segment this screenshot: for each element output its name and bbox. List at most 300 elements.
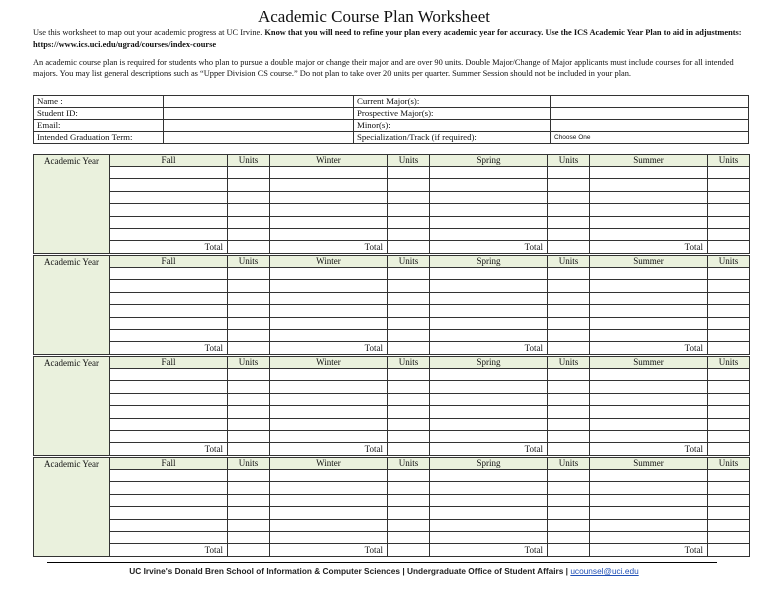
units-cell-spring[interactable] [548, 292, 590, 304]
course-cell-fall[interactable] [110, 494, 228, 506]
units-header: Units [228, 357, 270, 369]
course-cell-fall[interactable] [110, 305, 228, 317]
email-label: Email: [34, 120, 164, 132]
course-cell-summer[interactable] [590, 494, 708, 506]
units-cell-fall[interactable] [228, 268, 270, 280]
units-cell-fall[interactable] [228, 369, 270, 381]
units-cell-spring[interactable] [548, 406, 590, 418]
units-cell-summer[interactable] [708, 268, 750, 280]
course-cell-winter[interactable] [270, 531, 388, 543]
course-cell-summer[interactable] [590, 418, 708, 430]
course-cell-winter[interactable] [270, 406, 388, 418]
course-cell-fall[interactable] [110, 507, 228, 519]
course-cell-winter[interactable] [270, 430, 388, 442]
course-cell-winter[interactable] [270, 268, 388, 280]
graduation-term-label: Intended Graduation Term: [34, 132, 164, 144]
quarter-header-winter: Winter [270, 458, 388, 470]
total-label-fall: Total [110, 443, 228, 455]
units-cell-spring[interactable] [548, 228, 590, 240]
course-cell-fall[interactable] [110, 167, 228, 179]
units-cell-winter[interactable] [388, 494, 430, 506]
units-cell-spring[interactable] [548, 494, 590, 506]
student-id-field[interactable] [164, 108, 354, 120]
quarter-header-summer: Summer [590, 458, 708, 470]
course-row [34, 470, 750, 482]
footer [0, 566, 768, 576]
units-cell-winter[interactable] [388, 482, 430, 494]
academic-year-label: Academic Year [34, 357, 110, 456]
units-cell-summer[interactable] [708, 393, 750, 405]
units-cell-summer[interactable] [708, 204, 750, 216]
course-row [34, 292, 750, 304]
total-units-fall[interactable] [228, 241, 270, 253]
course-cell-spring[interactable] [430, 418, 548, 430]
units-cell-fall[interactable] [228, 280, 270, 292]
units-cell-winter[interactable] [388, 519, 430, 531]
total-units-fall[interactable] [228, 443, 270, 455]
footer-divider [47, 562, 717, 563]
units-cell-summer[interactable] [708, 317, 750, 329]
units-cell-fall[interactable] [228, 216, 270, 228]
course-cell-spring[interactable] [430, 204, 548, 216]
quarter-header-summer: Summer [590, 155, 708, 167]
course-row [34, 507, 750, 519]
total-units-winter[interactable] [388, 241, 430, 253]
course-row [34, 406, 750, 418]
course-cell-summer[interactable] [590, 268, 708, 280]
course-cell-summer[interactable] [590, 204, 708, 216]
course-row [34, 519, 750, 531]
units-cell-fall[interactable] [228, 393, 270, 405]
total-label-summer: Total [590, 544, 708, 556]
footer-email-link[interactable]: ucounsel@uci.edu [570, 566, 639, 576]
course-cell-spring[interactable] [430, 216, 548, 228]
course-cell-winter[interactable] [270, 369, 388, 381]
academic-year-table [33, 457, 750, 557]
academic-year-table [33, 154, 750, 254]
total-row [34, 443, 750, 455]
units-cell-winter[interactable] [388, 531, 430, 543]
course-row [34, 305, 750, 317]
units-cell-fall[interactable] [228, 494, 270, 506]
course-row [34, 191, 750, 203]
course-cell-summer[interactable] [590, 369, 708, 381]
specialization-select[interactable]: Choose One [551, 132, 749, 144]
units-cell-summer[interactable] [708, 292, 750, 304]
units-cell-spring[interactable] [548, 507, 590, 519]
minor-field[interactable] [551, 120, 749, 132]
units-cell-summer[interactable] [708, 531, 750, 543]
total-label-spring: Total [430, 443, 548, 455]
units-cell-summer[interactable] [708, 228, 750, 240]
course-cell-spring[interactable] [430, 406, 548, 418]
units-cell-summer[interactable] [708, 381, 750, 393]
total-units-summer[interactable] [708, 544, 750, 556]
units-cell-winter[interactable] [388, 204, 430, 216]
course-cell-summer[interactable] [590, 482, 708, 494]
units-cell-winter[interactable] [388, 191, 430, 203]
course-cell-spring[interactable] [430, 531, 548, 543]
academic-year-table [33, 255, 750, 355]
units-header: Units [548, 357, 590, 369]
course-cell-spring[interactable] [430, 507, 548, 519]
course-cell-spring[interactable] [430, 430, 548, 442]
units-cell-winter[interactable] [388, 292, 430, 304]
total-units-winter[interactable] [388, 342, 430, 354]
units-cell-fall[interactable] [228, 418, 270, 430]
units-cell-winter[interactable] [388, 228, 430, 240]
total-units-spring[interactable] [548, 241, 590, 253]
course-row [34, 381, 750, 393]
units-header: Units [228, 458, 270, 470]
units-cell-spring[interactable] [548, 167, 590, 179]
course-cell-summer[interactable] [590, 329, 708, 341]
current-major-field[interactable] [551, 96, 749, 108]
total-label-spring: Total [430, 241, 548, 253]
course-cell-winter[interactable] [270, 228, 388, 240]
course-cell-spring[interactable] [430, 280, 548, 292]
course-cell-spring[interactable] [430, 519, 548, 531]
total-row [34, 241, 750, 253]
course-cell-summer[interactable] [590, 519, 708, 531]
course-cell-spring[interactable] [430, 292, 548, 304]
course-cell-fall[interactable] [110, 418, 228, 430]
course-row [34, 418, 750, 430]
course-cell-winter[interactable] [270, 494, 388, 506]
course-cell-summer[interactable] [590, 393, 708, 405]
course-row [34, 329, 750, 341]
course-cell-winter[interactable] [270, 381, 388, 393]
units-cell-fall[interactable] [228, 482, 270, 494]
course-cell-spring[interactable] [430, 494, 548, 506]
units-cell-fall[interactable] [228, 519, 270, 531]
units-cell-spring[interactable] [548, 430, 590, 442]
total-units-summer[interactable] [708, 443, 750, 455]
course-cell-summer[interactable] [590, 317, 708, 329]
units-header: Units [708, 458, 750, 470]
units-header: Units [708, 357, 750, 369]
course-cell-winter[interactable] [270, 204, 388, 216]
course-row [34, 228, 750, 240]
quarter-header-fall: Fall [110, 458, 228, 470]
quarter-header-spring: Spring [430, 256, 548, 268]
page-title: Academic Course Plan Worksheet [257, 7, 490, 26]
units-cell-winter[interactable] [388, 329, 430, 341]
units-cell-winter[interactable] [388, 381, 430, 393]
units-cell-summer[interactable] [708, 507, 750, 519]
units-cell-spring[interactable] [548, 418, 590, 430]
total-label-winter: Total [270, 342, 388, 354]
course-cell-winter[interactable] [270, 482, 388, 494]
name-field[interactable] [164, 96, 354, 108]
course-cell-spring[interactable] [430, 393, 548, 405]
units-cell-spring[interactable] [548, 381, 590, 393]
course-cell-winter[interactable] [270, 292, 388, 304]
units-cell-summer[interactable] [708, 280, 750, 292]
course-cell-spring[interactable] [430, 470, 548, 482]
total-units-fall[interactable] [228, 342, 270, 354]
units-cell-spring[interactable] [548, 280, 590, 292]
course-cell-fall[interactable] [110, 406, 228, 418]
course-cell-fall[interactable] [110, 430, 228, 442]
units-cell-spring[interactable] [548, 191, 590, 203]
prospective-major-label: Prospective Major(s): [354, 108, 551, 120]
units-header: Units [708, 155, 750, 167]
units-cell-spring[interactable] [548, 531, 590, 543]
units-cell-spring[interactable] [548, 393, 590, 405]
total-label-fall: Total [110, 544, 228, 556]
units-header: Units [708, 256, 750, 268]
quarter-header-summer: Summer [590, 256, 708, 268]
units-cell-spring[interactable] [548, 305, 590, 317]
units-cell-fall[interactable] [228, 381, 270, 393]
units-cell-winter[interactable] [388, 393, 430, 405]
units-cell-winter[interactable] [388, 179, 430, 191]
course-cell-summer[interactable] [590, 179, 708, 191]
quarter-header-fall: Fall [110, 256, 228, 268]
total-label-winter: Total [270, 544, 388, 556]
units-cell-winter[interactable] [388, 406, 430, 418]
units-cell-fall[interactable] [228, 470, 270, 482]
units-cell-winter[interactable] [388, 268, 430, 280]
units-cell-fall[interactable] [228, 507, 270, 519]
course-cell-spring[interactable] [430, 317, 548, 329]
course-cell-summer[interactable] [590, 280, 708, 292]
units-cell-fall[interactable] [228, 531, 270, 543]
total-units-spring[interactable] [548, 544, 590, 556]
course-cell-summer[interactable] [590, 292, 708, 304]
quarter-header-spring: Spring [430, 357, 548, 369]
total-label-summer: Total [590, 342, 708, 354]
units-cell-summer[interactable] [708, 494, 750, 506]
total-units-spring[interactable] [548, 342, 590, 354]
course-cell-fall[interactable] [110, 191, 228, 203]
units-cell-fall[interactable] [228, 179, 270, 191]
units-cell-winter[interactable] [388, 167, 430, 179]
course-cell-winter[interactable] [270, 305, 388, 317]
units-cell-summer[interactable] [708, 305, 750, 317]
course-cell-spring[interactable] [430, 167, 548, 179]
units-cell-summer[interactable] [708, 216, 750, 228]
units-cell-spring[interactable] [548, 268, 590, 280]
units-cell-fall[interactable] [228, 191, 270, 203]
course-cell-summer[interactable] [590, 305, 708, 317]
course-cell-winter[interactable] [270, 317, 388, 329]
course-cell-spring[interactable] [430, 482, 548, 494]
prospective-major-field[interactable] [551, 108, 749, 120]
units-cell-fall[interactable] [228, 406, 270, 418]
course-cell-spring[interactable] [430, 228, 548, 240]
quarter-header-spring: Spring [430, 458, 548, 470]
units-cell-summer[interactable] [708, 430, 750, 442]
academic-year-label: Academic Year [34, 458, 110, 557]
total-row [34, 544, 750, 556]
total-units-fall[interactable] [228, 544, 270, 556]
units-cell-summer[interactable] [708, 482, 750, 494]
course-cell-winter[interactable] [270, 418, 388, 430]
total-label-winter: Total [270, 443, 388, 455]
course-cell-spring[interactable] [430, 329, 548, 341]
course-cell-winter[interactable] [270, 393, 388, 405]
total-row [34, 342, 750, 354]
academic-year-table [33, 356, 750, 456]
course-cell-winter[interactable] [270, 167, 388, 179]
course-row [34, 268, 750, 280]
course-cell-fall[interactable] [110, 519, 228, 531]
total-label-fall: Total [110, 342, 228, 354]
course-cell-summer[interactable] [590, 216, 708, 228]
course-cell-spring[interactable] [430, 268, 548, 280]
units-cell-winter[interactable] [388, 369, 430, 381]
total-label-spring: Total [430, 342, 548, 354]
course-cell-summer[interactable] [590, 228, 708, 240]
course-cell-winter[interactable] [270, 470, 388, 482]
course-cell-fall[interactable] [110, 216, 228, 228]
course-cell-fall[interactable] [110, 482, 228, 494]
units-cell-winter[interactable] [388, 418, 430, 430]
course-cell-summer[interactable] [590, 531, 708, 543]
quarter-header-summer: Summer [590, 357, 708, 369]
units-cell-summer[interactable] [708, 470, 750, 482]
units-header: Units [388, 155, 430, 167]
units-cell-winter[interactable] [388, 470, 430, 482]
units-cell-fall[interactable] [228, 317, 270, 329]
course-cell-fall[interactable] [110, 179, 228, 191]
course-cell-summer[interactable] [590, 430, 708, 442]
units-cell-summer[interactable] [708, 369, 750, 381]
units-cell-spring[interactable] [548, 482, 590, 494]
course-cell-fall[interactable] [110, 268, 228, 280]
units-header: Units [388, 357, 430, 369]
course-cell-summer[interactable] [590, 470, 708, 482]
course-cell-summer[interactable] [590, 507, 708, 519]
course-cell-winter[interactable] [270, 519, 388, 531]
course-row [34, 179, 750, 191]
units-cell-winter[interactable] [388, 280, 430, 292]
units-cell-fall[interactable] [228, 167, 270, 179]
units-cell-summer[interactable] [708, 167, 750, 179]
course-cell-fall[interactable] [110, 317, 228, 329]
course-cell-fall[interactable] [110, 228, 228, 240]
units-cell-summer[interactable] [708, 191, 750, 203]
units-header: Units [548, 155, 590, 167]
units-cell-spring[interactable] [548, 216, 590, 228]
intro-text: Use this worksheet to map out your academic progress at UC Irvine. [33, 28, 265, 37]
units-cell-spring[interactable] [548, 470, 590, 482]
total-units-winter[interactable] [388, 544, 430, 556]
quarter-header-fall: Fall [110, 357, 228, 369]
course-cell-fall[interactable] [110, 531, 228, 543]
course-cell-fall[interactable] [110, 204, 228, 216]
total-units-summer[interactable] [708, 241, 750, 253]
course-cell-fall[interactable] [110, 280, 228, 292]
total-units-winter[interactable] [388, 443, 430, 455]
units-cell-spring[interactable] [548, 179, 590, 191]
academic-year-label: Academic Year [34, 256, 110, 355]
units-header: Units [388, 256, 430, 268]
units-header: Units [548, 256, 590, 268]
total-label-summer: Total [590, 443, 708, 455]
course-row [34, 369, 750, 381]
units-cell-spring[interactable] [548, 519, 590, 531]
course-cell-summer[interactable] [590, 167, 708, 179]
units-cell-fall[interactable] [228, 228, 270, 240]
units-cell-winter[interactable] [388, 305, 430, 317]
course-cell-winter[interactable] [270, 507, 388, 519]
course-cell-fall[interactable] [110, 369, 228, 381]
course-cell-winter[interactable] [270, 216, 388, 228]
total-label-winter: Total [270, 241, 388, 253]
units-cell-fall[interactable] [228, 204, 270, 216]
units-cell-winter[interactable] [388, 507, 430, 519]
units-cell-fall[interactable] [228, 329, 270, 341]
course-row [34, 393, 750, 405]
units-cell-spring[interactable] [548, 317, 590, 329]
total-label-spring: Total [430, 544, 548, 556]
course-cell-spring[interactable] [430, 179, 548, 191]
footer-text: UC Irvine's Donald Bren School of Information & Computer Sciences | Undergraduate Office of Student Affairs | [129, 566, 571, 576]
course-row [34, 430, 750, 442]
total-units-spring[interactable] [548, 443, 590, 455]
units-cell-winter[interactable] [388, 430, 430, 442]
units-cell-summer[interactable] [708, 418, 750, 430]
units-cell-summer[interactable] [708, 329, 750, 341]
email-field[interactable] [164, 120, 354, 132]
course-cell-fall[interactable] [110, 393, 228, 405]
units-cell-spring[interactable] [548, 329, 590, 341]
units-cell-summer[interactable] [708, 179, 750, 191]
units-cell-winter[interactable] [388, 216, 430, 228]
course-cell-summer[interactable] [590, 406, 708, 418]
units-cell-fall[interactable] [228, 430, 270, 442]
graduation-term-field[interactable] [164, 132, 354, 144]
course-cell-spring[interactable] [430, 305, 548, 317]
units-cell-fall[interactable] [228, 292, 270, 304]
specialization-label: Specialization/Track (if required): [354, 132, 551, 144]
course-cell-fall[interactable] [110, 381, 228, 393]
course-cell-fall[interactable] [110, 292, 228, 304]
units-cell-fall[interactable] [228, 305, 270, 317]
course-cell-spring[interactable] [430, 369, 548, 381]
course-cell-spring[interactable] [430, 381, 548, 393]
units-header: Units [228, 256, 270, 268]
course-row [34, 317, 750, 329]
intro-instructions [33, 27, 753, 51]
units-cell-winter[interactable] [388, 317, 430, 329]
name-label: Name : [34, 96, 164, 108]
course-cell-spring[interactable] [430, 191, 548, 203]
quarter-header-winter: Winter [270, 357, 388, 369]
course-row [34, 167, 750, 179]
course-cell-summer[interactable] [590, 381, 708, 393]
course-cell-fall[interactable] [110, 470, 228, 482]
total-label-summer: Total [590, 241, 708, 253]
units-header: Units [388, 458, 430, 470]
units-cell-summer[interactable] [708, 519, 750, 531]
course-cell-winter[interactable] [270, 280, 388, 292]
course-cell-winter[interactable] [270, 179, 388, 191]
total-units-summer[interactable] [708, 342, 750, 354]
course-cell-winter[interactable] [270, 329, 388, 341]
course-cell-summer[interactable] [590, 191, 708, 203]
course-row [34, 531, 750, 543]
course-cell-winter[interactable] [270, 191, 388, 203]
course-cell-fall[interactable] [110, 329, 228, 341]
units-cell-summer[interactable] [708, 406, 750, 418]
course-row [34, 204, 750, 216]
units-cell-spring[interactable] [548, 369, 590, 381]
units-cell-spring[interactable] [548, 204, 590, 216]
